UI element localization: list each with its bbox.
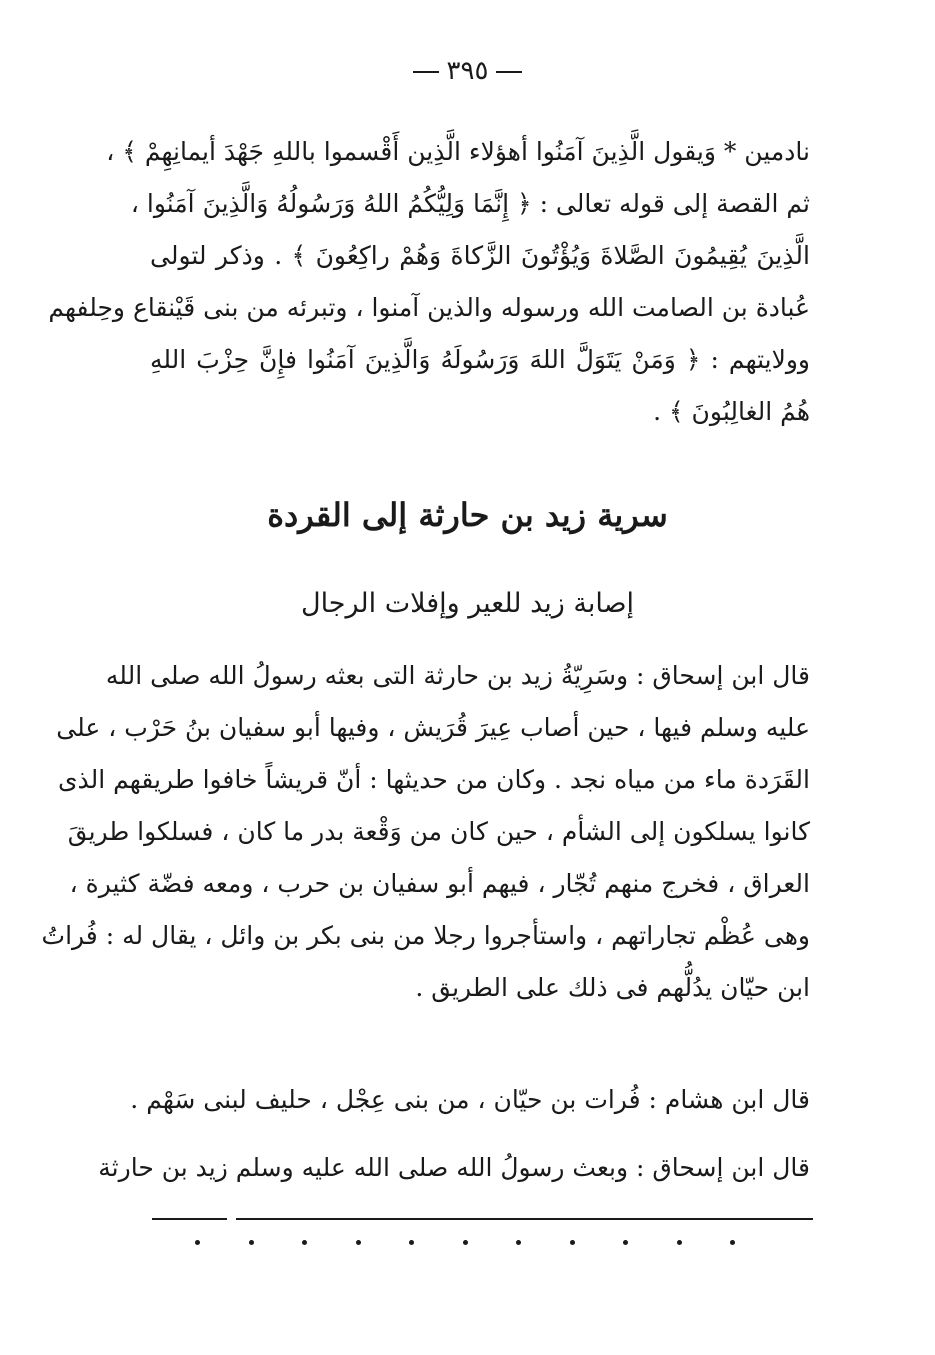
dot <box>195 1240 200 1245</box>
paragraph-continuation: قال ابن إسحاق : وبعث رسولُ الله صلى الله عليه وسلم زيد بن حارثة <box>98 1153 810 1182</box>
text-line: عليه وسلم فيها ، حين أصاب عِيرَ قُرَيش ، وفيها أبو سفيان بنُ حَرْب ، على <box>56 713 810 742</box>
footnote-rule-long <box>236 1218 813 1220</box>
page-number <box>0 56 935 86</box>
paragraph-ibn-ishaq <box>41 650 810 1014</box>
section-heading: سرية زيد بن حارثة إلى القردة <box>267 496 668 534</box>
section-subheading: إصابة زيد للعير وإفلات الرجال <box>300 588 635 619</box>
dot <box>516 1240 521 1245</box>
text-line: ثم القصة إلى قوله تعالى : ﴿ إِنَّمَا وَلِيُّكُمُ اللهُ وَرَسُولُهُ وَالَّذِينَ آمَنُوا ، <box>130 189 810 218</box>
text-line: نادمين * وَيقول الَّذِينَ آمَنُوا أهؤلاء الَّذِين أَقْسموا باللهِ جَهْدَ أيمانِهِمْ ﴾ ، <box>106 137 810 166</box>
text-line: القَرَدة ماء من مياه نجد . وكان من حديثها : أنّ قريشاً خافوا طريقهم الذى <box>57 765 810 794</box>
text-line: العراق ، فخرج منهم تُجّار ، فيهم أبو سفيان بن حرب ، ومعه فضّة كثيرة ، <box>69 869 810 898</box>
text-line: هُمُ الغالِبُونَ ﴾ . <box>653 397 810 426</box>
paragraph-quran-verses <box>48 126 810 438</box>
dot <box>463 1240 468 1245</box>
text-line: عُبادة بن الصامت الله ورسوله والذين آمنوا ، وتبرئه من بنى قَيْنقاع وحِلفهم <box>48 293 810 322</box>
dot <box>356 1240 361 1245</box>
dash-left <box>413 71 439 73</box>
dot <box>302 1240 307 1245</box>
text-line: وولايتهم : ﴿ وَمَنْ يَتَوَلَّ اللهَ وَرَسُولَهُ وَالَّذِينَ آمَنُوا فإِنَّ حِزْبَ اللهِ <box>150 345 810 374</box>
dot <box>623 1240 628 1245</box>
text-line: كانوا يسلكون إلى الشأم ، حين كان من وَقْعة بدر ما كان ، فسلكوا طريقَ <box>67 817 810 846</box>
page-number-text: ٣٩٥ <box>446 56 489 86</box>
text-line: قال ابن إسحاق : وسَرِيّةُ زيد بن حارثة التى بعثه رسولُ الله صلى الله <box>105 661 810 690</box>
dot <box>730 1240 735 1245</box>
dot <box>249 1240 254 1245</box>
footer-dots <box>195 1240 735 1245</box>
dash-right <box>496 71 522 73</box>
text-line: الَّذِينَ يُقِيمُونَ الصَّلاةَ وَيُؤْتُونَ الزَّكاةَ وَهُمْ راكِعُونَ ﴾ . وذكر لتولى <box>150 241 810 270</box>
dot <box>570 1240 575 1245</box>
dot <box>677 1240 682 1245</box>
footnote-rule-short <box>152 1218 227 1220</box>
text-line: ابن حيّان يدُلُّهم فى ذلك على الطريق . <box>415 973 810 1002</box>
paragraph-ibn-hisham: قال ابن هشام : فُرات بن حيّان ، من بنى عِجْل ، حليف لبنى سَهْم . <box>130 1085 810 1114</box>
dot <box>409 1240 414 1245</box>
text-line: وهى عُظْم تجاراتهم ، واستأجروا رجلا من بنى بكر بن وائل ، يقال له : فُراتُ <box>41 921 810 950</box>
